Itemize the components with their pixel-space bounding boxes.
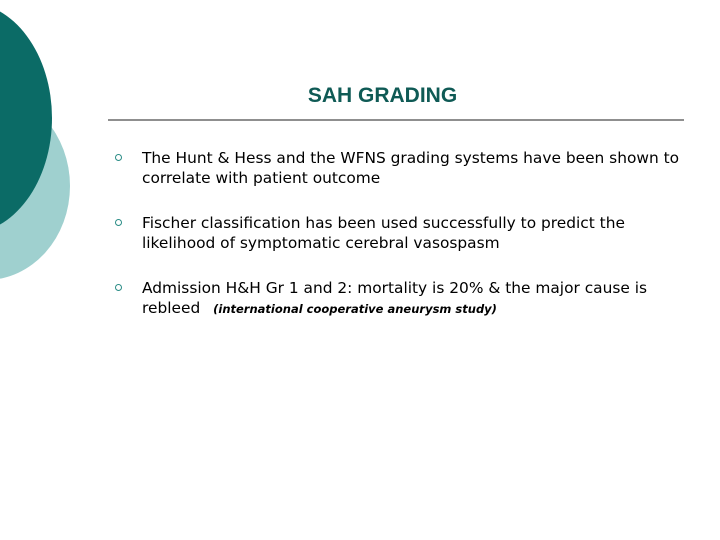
hollow-circle-bullet-icon bbox=[115, 219, 122, 226]
hollow-circle-bullet-icon bbox=[115, 284, 122, 291]
slide-title: SAH GRADING bbox=[307, 84, 458, 107]
bullet-text: Admission H&H Gr 1 and 2: mortality is 20% & the major cause is rebleed bbox=[142, 279, 648, 317]
bullet-list bbox=[110, 148, 690, 344]
hollow-circle-bullet-icon bbox=[115, 154, 122, 161]
bullet-text: The Hunt & Hess and the WFNS grading systems have been shown to correlate with patient outcome bbox=[142, 149, 680, 187]
bullet-item-hunt-hess bbox=[110, 148, 690, 188]
title-divider bbox=[108, 119, 684, 121]
bullet-item-admission bbox=[110, 278, 690, 319]
citation: (international cooperative aneurysm study) bbox=[213, 302, 497, 316]
bullet-text: Fischer classification has been used successfully to predict the likelihood of symptomatic cerebral vasospasm bbox=[142, 214, 625, 252]
bullet-item-fischer bbox=[110, 213, 690, 253]
